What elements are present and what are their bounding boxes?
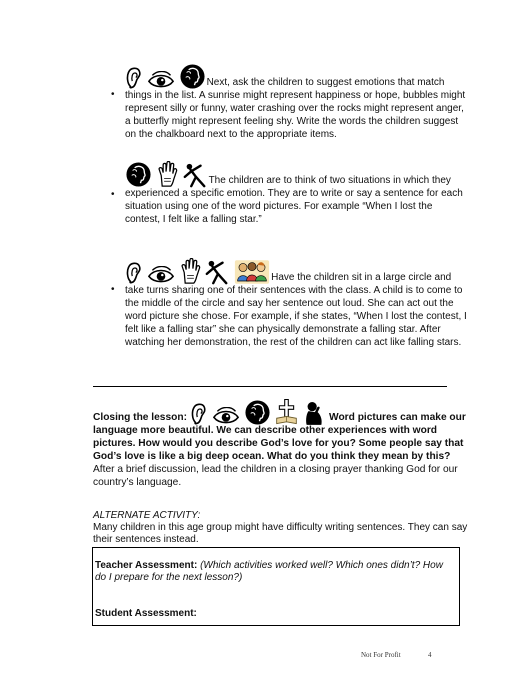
activity-text: The children are to think of two situations in which they experienced a specific emotion. They are to write or say a sentence for each situation using one of the word pictures. For example “When I lost the contest, I felt like a falling star.” [125,175,463,225]
footer-note: Not For Profit [361,651,401,659]
word-picture-icons [125,63,207,89]
bullet-marker: • [111,284,115,295]
word-picture-icons [125,161,209,187]
section-divider [93,386,447,387]
closing-bold-text: Word pictures can make our language more beautiful. We can describe other experiences with word pictures. How would you describe God’s love for you? Some people say that God’s love is like a big deep ocean. What do you think they mean by this? [93,412,466,462]
ear-icon [190,401,208,426]
teacher-assessment-hint: (Which activities worked well? Which ones didn’t? How do I prepare for the next lesson?) [95,560,443,583]
closing-section [93,398,468,489]
head-profile-icon [179,63,206,90]
teacher-assessment-label: Teacher Assessment: [95,560,198,571]
hand-icon [156,161,178,188]
bullet-marker: • [111,189,115,200]
ear-icon [125,260,143,285]
alternate-activity [93,510,468,546]
praying-child-icon [303,400,325,426]
stretching-person-icon [204,259,230,285]
head-profile-icon [244,399,271,426]
word-picture-icons [125,258,271,284]
cross-bible-icon [274,398,299,426]
activity-text: Have the children sit in a large circle and take turns sharing one of their sentences with the class. A child is to come to the middle of the circle and say her sentence out loud. She can act out the word picture she chose. For example, if she states, “When I lost the contest, I felt like a falling star” she can physically demonstrate a falling star. After watching her demonstration, the rest of the children can act like falling stars. [125,272,467,348]
assessment-box [92,547,460,626]
bullet-marker: • [111,89,115,100]
stretching-person-icon [182,162,208,188]
ear-icon [125,65,143,90]
head-profile-icon [125,161,152,188]
activity-item-3 [125,258,470,349]
closing-plain-text: After a brief discussion, lead the children in a closing prayer thanking God for our country’s language. [93,464,458,488]
teacher-assessment [95,560,455,584]
activity-item-2 [125,161,470,226]
hand-icon [179,258,201,285]
eye-icon [147,266,175,285]
word-picture-icons [190,398,326,424]
activity-text: Next, ask the children to suggest emotions that match things in the list. A sunrise might represent happiness or hope, bubbles might represent silly or funny, water crashing over the rocks might represent anger, a butterfly might represent feeling shy. Write the words the children suggest on the chalkboard next to the appropriate items. [125,77,466,140]
page-number: 4 [428,651,432,659]
alternate-heading: ALTERNATE ACTIVITY: [93,510,201,521]
eye-icon [212,407,240,426]
children-group-icon [234,259,270,285]
eye-icon [147,71,175,90]
activity-item-1 [125,63,470,141]
student-assessment-label: Student Assessment: [95,608,197,619]
closing-heading: Closing the lesson: [93,412,187,423]
alternate-text: Many children in this age group might have difficulty writing sentences. They can say their sentences instead. [93,522,468,545]
